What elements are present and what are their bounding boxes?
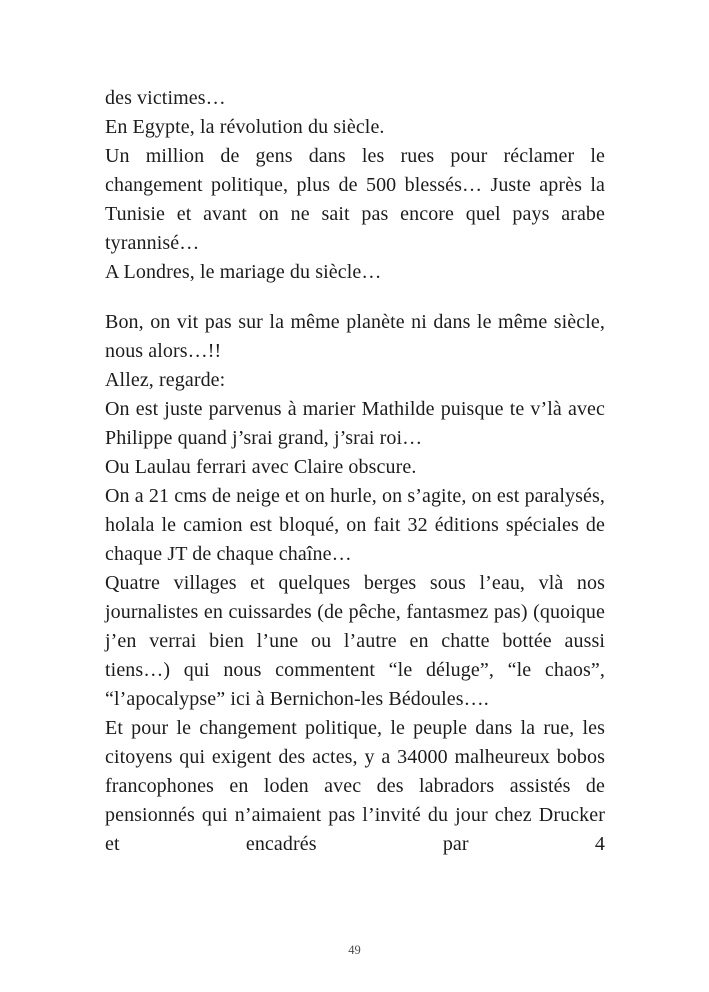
text-block <box>105 84 605 859</box>
paragraph: En Egypte, la révolution du siècle. <box>105 116 385 138</box>
paragraph: des victimes… <box>105 87 226 109</box>
page-number: 49 <box>348 943 361 957</box>
paragraph: Bon, on vit pas sur la même planète ni dans le même siècle, nous alors…!! <box>105 311 605 362</box>
paragraph: Un million de gens dans les rues pour réclamer le changement politique, plus de 500 blessés… Juste après la Tunisie et avant on ne sait pas encore quel pays arabe tyrannisé… <box>105 145 605 254</box>
paragraph: Ou Laulau ferrari avec Claire obscure. <box>105 456 417 478</box>
paragraph: A Londres, le mariage du siècle… <box>105 261 382 283</box>
paragraph: On est juste parvenus à marier Mathilde puisque te v’là avec Philippe quand j’srai grand, j’srai roi… <box>105 398 605 449</box>
paragraph: Allez, regarde: <box>105 369 226 391</box>
paragraph: Et pour le changement politique, le peuple dans la rue, les citoyens qui exigent des actes, y a 34000 malheureux bobos francophones en loden avec des labradors assistés de pensionnés qui n’aimaient pas l’invité du jour chez Drucker et encadrés par 4 <box>105 717 605 855</box>
paragraph: Quatre villages et quelques berges sous l’eau, vlà nos journalistes en cuissardes (de pêche, fantasmez pas) (quoique j’en verrai bien l’une ou l’autre en chatte bottée aussi tiens…) qui nous commentent “le déluge”, “le chaos”, “l’apocalypse” ici à Bernichon-les Bédoules…. <box>105 572 605 710</box>
paragraph: On a 21 cms de neige et on hurle, on s’agite, on est paralysés, holala le camion est bloqué, on fait 32 éditions spéciales de chaque JT de chaque chaîne… <box>105 485 605 565</box>
